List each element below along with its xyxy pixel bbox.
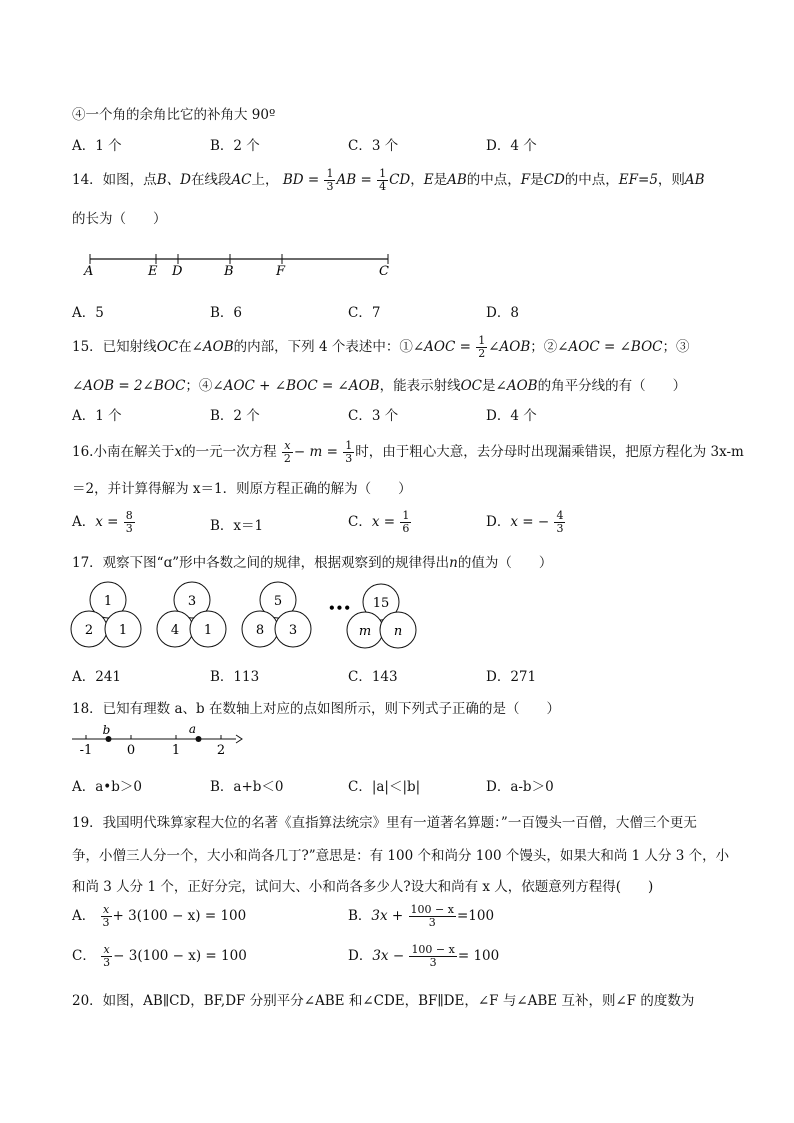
q19-stem-line1: 19．我国明代珠算家程大位的名著《直指算法统宗》里有一道著名算题：”一百馒头一百僧，大僧三个更无 bbox=[72, 815, 697, 831]
q14-stem-line1: 14．如图，点B、D在线段AC上， BD = $\frac{1}{3}$ AB = $\frac{1}{4}$ CD，E是AB的中点，F是CD的中点，EF=5，则AB bbox=[72, 167, 705, 193]
point-label-b: B bbox=[224, 264, 234, 279]
q15-option-d: D．4 个 bbox=[486, 408, 537, 424]
q13-option-a: A．1 个 bbox=[72, 138, 122, 154]
group2-right: 1 bbox=[203, 623, 213, 638]
q17-option-c: C．143 bbox=[348, 669, 398, 685]
q19-stem-line3: 和尚 3 人分 1 个，正好分完，试问大、小和尚各多少人?设大和尚有 x 人，依题意列方程得( ) bbox=[72, 879, 654, 895]
point-label-a: A bbox=[84, 264, 94, 279]
q19-option-c: C． $\frac{x}{3}$ − 3(100 − x) = 100 bbox=[72, 943, 247, 969]
q13-option-d: D．4 个 bbox=[486, 138, 537, 154]
point-label-d: D bbox=[172, 264, 183, 279]
q13-option-c: C．3 个 bbox=[348, 138, 399, 154]
fraction: $\frac{1}{6}$ bbox=[402, 509, 410, 535]
fraction: $\frac{100 - x}{3}$ bbox=[411, 943, 455, 969]
q16-option-a: A．x = $\frac{8}{3}$ bbox=[72, 509, 133, 535]
group2-left: 4 bbox=[170, 623, 180, 638]
group3-right: 3 bbox=[288, 623, 298, 638]
q14-stem-line2: 的长为（ ） bbox=[72, 211, 167, 227]
q19-option-a: A． $\frac{x}{3}$ + 3(100 − x) = 100 bbox=[72, 903, 247, 929]
q14-option-d: D．8 bbox=[486, 305, 519, 321]
group3-left: 8 bbox=[255, 623, 265, 638]
q18-option-a: A．a•b＞0 bbox=[72, 779, 142, 795]
q19-option-d: D．3x − $\frac{100 - x}{3}$ = 100 bbox=[348, 943, 500, 969]
q17-stem: 17．观察下图“ɑ”形中各数之间的规律，根据观察到的规律得出n的值为（ ） bbox=[72, 555, 553, 571]
q17-option-a: A．241 bbox=[72, 669, 122, 685]
q15-option-c: C．3 个 bbox=[348, 408, 399, 424]
q16-option-d: D．x = − $\frac{4}{3}$ bbox=[486, 509, 564, 535]
q14-option-c: C．7 bbox=[348, 305, 381, 321]
point-label-c: C bbox=[379, 264, 389, 279]
group4-right: n bbox=[393, 624, 403, 639]
fraction: $\frac{8}{3}$ bbox=[125, 509, 133, 535]
point-label-e: E bbox=[148, 264, 158, 279]
fraction: $\frac{1}{3}$ bbox=[345, 439, 353, 465]
q15-option-b: B．2 个 bbox=[210, 408, 260, 424]
q14-option-b: B．6 bbox=[210, 305, 243, 321]
tick-label-minus1: -1 bbox=[79, 743, 93, 758]
group1-top: 1 bbox=[103, 594, 113, 609]
tick-label-0: 0 bbox=[126, 743, 136, 758]
group3-top: 5 bbox=[273, 594, 283, 609]
ellipsis: ••• bbox=[328, 601, 352, 615]
q17-option-b: B．113 bbox=[210, 669, 260, 685]
q16-stem-line2: ＝2，并计算得解为 x＝1．则原方程正确的解为（ ） bbox=[72, 481, 412, 497]
fraction: $\frac{4}{3}$ bbox=[556, 509, 564, 535]
q15-stem-line2: ∠AOB = 2∠BOC；④∠AOC + ∠BOC = ∠AOB，能表示射线OC是∠AOB的角平分线的有（ ） bbox=[72, 378, 687, 394]
q16-stem-line1: 16.小南在解关于x的一元一次方程 $\frac{x}{2}$ − m = $\frac{1}{3}$ 时，由于粗心大意，去分母时出现漏乘错误，把原方程化为 3x-m bbox=[72, 439, 744, 465]
q18-option-d: D．a-b＞0 bbox=[486, 779, 554, 795]
q15-option-a: A．1 个 bbox=[72, 408, 122, 424]
tick-label-2: 2 bbox=[216, 743, 226, 758]
q17-option-d: D．271 bbox=[486, 669, 537, 685]
q14-option-a: A．5 bbox=[72, 305, 104, 321]
fraction: $\frac{1}{2}$ bbox=[478, 334, 486, 360]
fraction: $\frac{100 - x}{3}$ bbox=[410, 903, 454, 929]
q16-option-c: C．x = $\frac{1}{6}$ bbox=[348, 509, 410, 535]
fraction: $\frac{x}{3}$ bbox=[102, 903, 110, 929]
group1-left: 2 bbox=[84, 623, 94, 638]
fraction: $\frac{1}{4}$ bbox=[379, 167, 387, 193]
q13-option-b: B．2 个 bbox=[210, 138, 260, 154]
point-label-f: F bbox=[276, 264, 286, 279]
q20-stem: 20．如图，AB∥CD，BF,DF 分别平分∠ABE 和∠CDE，BF∥DE，∠F 与∠ABE 互补，则∠F 的度数为 bbox=[72, 993, 695, 1009]
tick-label-1: 1 bbox=[171, 743, 181, 758]
fraction: $\frac{x}{2}$ bbox=[283, 439, 291, 465]
fraction: $\frac{x}{3}$ bbox=[103, 943, 111, 969]
group1-right: 1 bbox=[118, 623, 128, 638]
point-a bbox=[196, 736, 202, 742]
q13-item4: ④一个角的余角比它的补角大 90º bbox=[72, 107, 276, 123]
group4-left: m bbox=[358, 624, 372, 639]
fraction: $\frac{1}{3}$ bbox=[326, 167, 334, 193]
q18-option-b: B．a+b＜0 bbox=[210, 779, 284, 795]
q15-stem-line1: 15．已知射线OC在∠AOB的内部，下列 4 个表述中：①∠AOC = $\frac{1}{2}$ ∠AOB；②∠AOC = ∠BOC；③ bbox=[72, 334, 690, 360]
point-a-label: a bbox=[188, 722, 197, 736]
q18-stem: 18．已知有理数 a、b 在数轴上对应的点如图所示，则下列式子正确的是（ ） bbox=[72, 701, 560, 717]
number-line-arrow bbox=[236, 735, 242, 743]
q19-stem-line2: 争，小僧三人分一个，大小和尚各几丁?”意思是：有 100 个和尚分 100 个馒头，如果大和尚 1 人分 3 个，小 bbox=[72, 848, 730, 864]
group4-top: 15 bbox=[372, 596, 390, 611]
q18-option-c: C．|a|＜|b| bbox=[348, 779, 421, 795]
group2-top: 3 bbox=[187, 594, 197, 609]
q16-option-b: B．x＝1 bbox=[210, 518, 264, 534]
point-b-label: b bbox=[102, 723, 111, 737]
q19-option-b: B．3x + $\frac{100 - x}{3}$ =100 bbox=[348, 903, 495, 929]
